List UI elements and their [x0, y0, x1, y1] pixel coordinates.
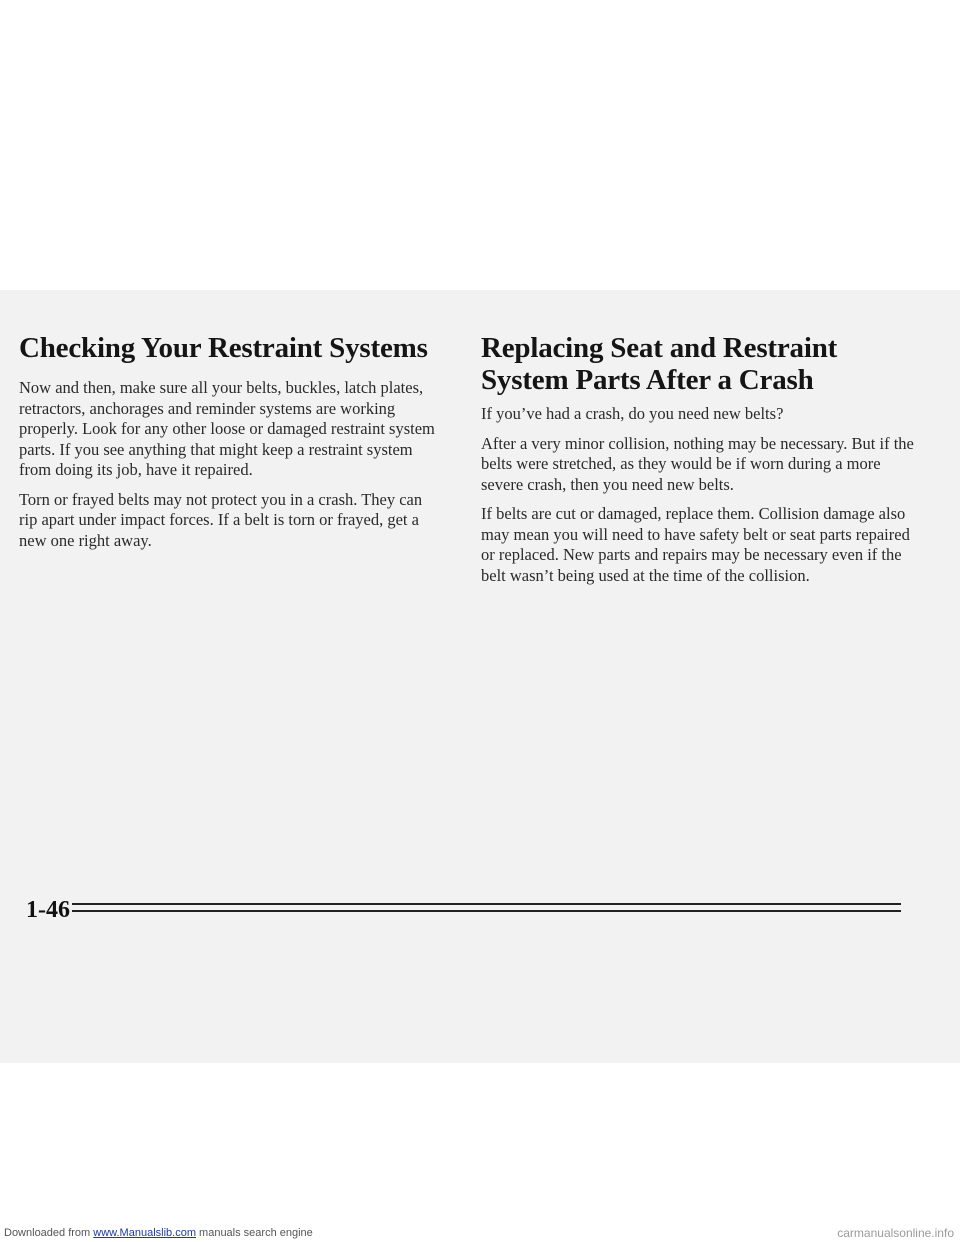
paragraph: Torn or frayed belts may not protect you in a crash. They can rip apart under impact forces. If a belt is torn or frayed, get a new one right away. [19, 489, 423, 550]
paragraph: If belts are cut or damaged, replace them. Collision damage also may mean you will need to have safety belt or seat parts repaired or replaced. New parts and repairs may be necessary even if the belt wasn’t being used at the time of the collision. [481, 504, 910, 585]
right-column [481, 332, 921, 595]
download-notice [4, 1226, 313, 1240]
watermark-text: carmanualsonline.info [837, 1226, 954, 1240]
paragraph: If you’ve had a crash, do you need new belts? [481, 404, 784, 423]
paragraph: After a very minor collision, nothing may be necessary. But if the belts were stretched, as they would be if worn during a more severe crash, then you need new belts. [481, 433, 914, 494]
manualslib-link[interactable]: www.Manualslib.com [93, 1227, 196, 1239]
section-heading-checking: Checking Your Restraint Systems [19, 332, 428, 364]
download-suffix: manuals search engine [195, 1227, 313, 1239]
download-footer [0, 1226, 960, 1242]
footer-rule [72, 903, 901, 912]
section-heading-replacing: Replacing Seat and Restraint System Parts After a Crash [481, 332, 838, 396]
page-number: 1-46 [26, 897, 70, 923]
left-column [19, 332, 437, 560]
paragraph: Now and then, make sure all your belts, buckles, latch plates, retractors, anchorages and reminder systems are working properly. Look for any other loose or damaged restraint system parts. If you see anything that might keep a restraint system from doing its job, have it repaired. [19, 378, 435, 479]
download-prefix: Downloaded from [4, 1227, 94, 1239]
